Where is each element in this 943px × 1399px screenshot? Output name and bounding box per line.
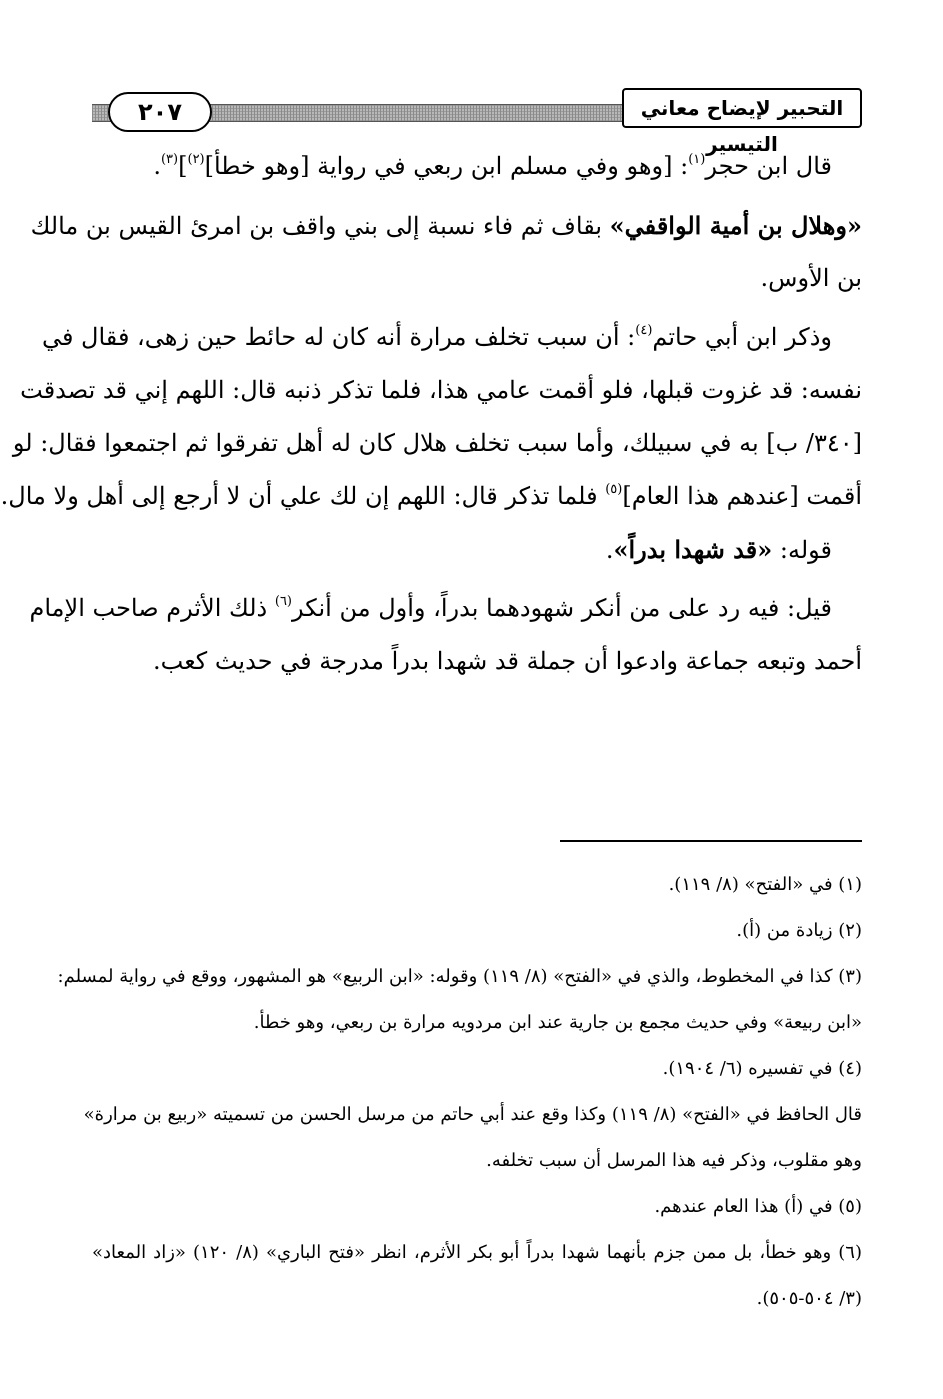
paragraph-abi-hatim-line-2: نفسه: قد غزوت قبلها، فلو أقمت عامي هذا، فلما تذكر ذنبه قال: اللهم إني قد تصدقت: [20, 376, 862, 404]
footnote-ref-3[interactable]: (٣): [160, 152, 179, 167]
footnote-5: (٥) في (أ) هذا العام عندهم.: [654, 1196, 862, 1217]
footnote-3-line-2: «ابن ربيعة» وفي حديث مجمع بن جارية عند ابن مردويه مرارة بن ربعي، وهو خطأ.: [253, 1012, 862, 1033]
text-run: .: [605, 536, 614, 564]
footnote-6-line-2: (٣/ ٥٠٤-٥٠٥).: [756, 1288, 862, 1309]
text-run: بقاف ثم فاء نسبة إلى بني واقف بن امرئ القيس بن مالك: [30, 212, 610, 240]
footnote-ref-5[interactable]: (٥): [605, 482, 623, 497]
footnote-ref-4[interactable]: (٤): [635, 323, 653, 338]
paragraph-qila-line-2: أحمد وتبعه جماعة وادعوا أن جملة قد شهدا بدراً مدرجة في حديث كعب.: [153, 647, 862, 675]
text-run: قيل: فيه رد على من أنكر شهودهما بدراً، وأول من أنكر: [292, 594, 832, 622]
text-run: ]: [178, 152, 188, 180]
footnote-2: (٢) زيادة من (أ).: [736, 920, 862, 941]
text-run: : أن سبب تخلف مرارة أنه كان له حائط حين زهى، فقال في: [41, 323, 636, 351]
footnotes: [57, 862, 862, 1322]
footnote-4-comment-line-1: قال الحافظ في «الفتح» (٨/ ١١٩) وكذا وقع عند أبي حاتم من مرسل الحسن من تسميته «ربيع بن مرارة»: [83, 1104, 862, 1125]
page-number: ٢٠٧: [108, 92, 212, 132]
text-run: : [وهو وفي مسلم ابن ربعي في رواية [وهو خطأ]: [204, 152, 689, 180]
footnote-ref-1[interactable]: (١): [688, 152, 706, 167]
text-run: فلما تذكر قال: اللهم إن لك علي أن لا أرجع إلى أهل ولا مال.: [0, 482, 606, 510]
footnote-6-line-1: (٦) وهو خطأ، بل ممن جزم بأنهما شهدا بدراً أبو بكر الأثرم، انظر «فتح الباري» (٨/ ١٢٠) «زاد المعاد»: [92, 1242, 862, 1263]
paragraph-qawluhu: [92, 523, 862, 576]
text-run: ذلك الأثرم صاحب الإمام: [29, 594, 275, 622]
paragraph-abi-hatim-line-3: [٣٤٠/ ب] به في سبيلك، وأما سبب تخلف هلال كان له أهل تفرقوا ثم اجتمعوا فقال: لو: [12, 429, 862, 457]
main-text: [0, 140, 862, 688]
text-run: .: [153, 152, 161, 180]
text-run: قال ابن حجر: [705, 152, 832, 180]
text-run: وذكر ابن أبي حاتم: [652, 323, 832, 351]
paragraph-abi-hatim-line-4: [0, 470, 862, 523]
paragraph-qila-line-1: [29, 582, 862, 635]
page-header: [92, 86, 862, 156]
quoted-term: «قد شهدا بدراً»: [613, 535, 773, 564]
quoted-term: «وهلال بن أمية الواقفي»: [609, 211, 862, 240]
footnote-ref-2[interactable]: (٢): [187, 152, 205, 167]
footnote-separator: [560, 840, 862, 842]
text-run: قوله:: [772, 536, 832, 564]
paragraph-ibn-hajar: [92, 140, 862, 193]
footnote-3-line-1: (٣) كذا في المخطوط، والذي في «الفتح» (٨/ ١١٩) وقوله: «ابن الربيع» هو المشهور، ووقع في رواية لمسلم:: [57, 966, 862, 987]
paragraph-hilal-line-2: بن الأوس.: [760, 264, 862, 292]
text-run: أقمت [عندهم هذا العام]: [622, 482, 862, 510]
footnote-4: (٤) في تفسيره (٦/ ١٩٠٤).: [662, 1058, 862, 1079]
footnote-1: (١) في «الفتح» (٨/ ١١٩).: [668, 874, 862, 895]
footnote-ref-6[interactable]: (٦): [274, 594, 292, 609]
paragraph-abi-hatim-line-1: [41, 311, 862, 364]
book-title: التحبير لإيضاح معاني التيسير: [622, 88, 862, 128]
footnote-4-comment-line-2: وهو مقلوب، وذكر فيه هذا المرسل أن سبب تخلفه.: [486, 1150, 862, 1171]
paragraph-hilal-line-1: [30, 199, 862, 252]
